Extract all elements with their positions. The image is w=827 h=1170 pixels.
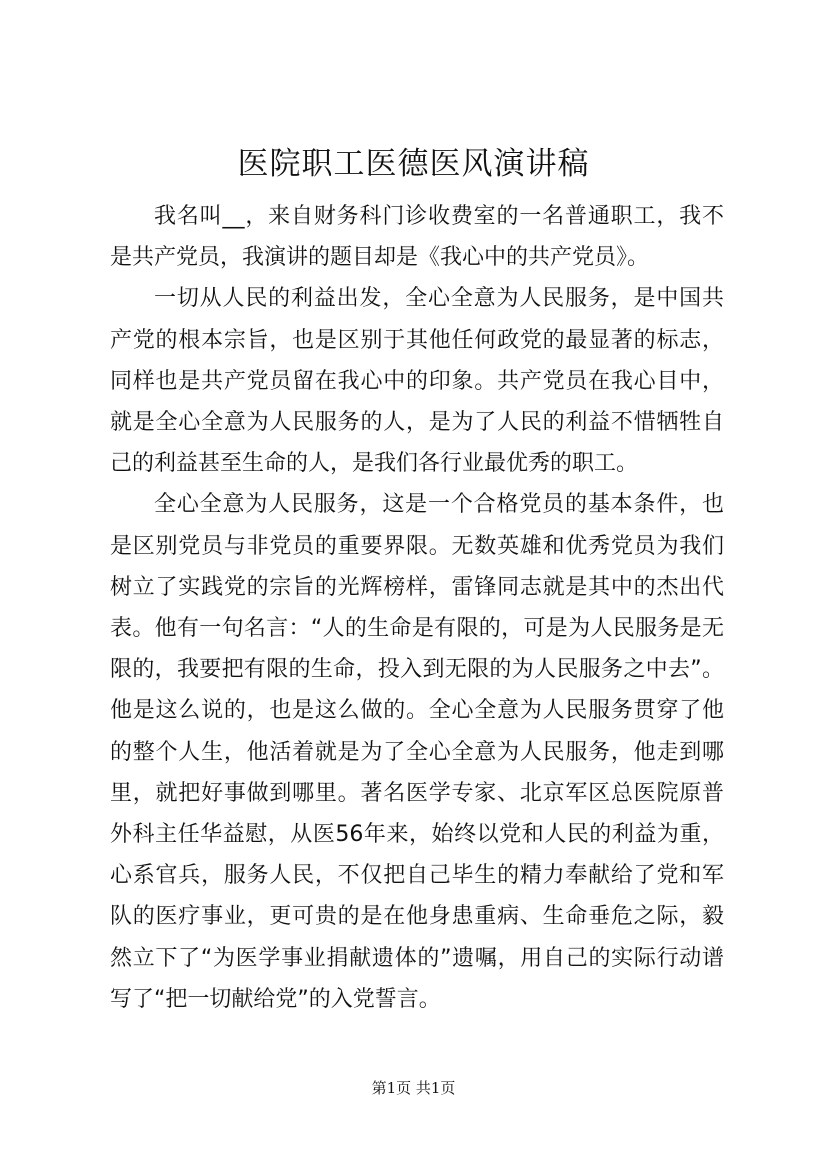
page-footer: 第1页 共1页 <box>371 1079 456 1097</box>
document-body <box>110 196 724 1020</box>
document-title: 医院职工医德医风演讲稿 <box>237 146 590 182</box>
paragraph-2: 一切从人民的利益出发，全心全意为人民服务，是中国共产党的根本宗旨，也是区别于其他任何政党的最显著的标志，同样也是共产党员留在我心中的印象。共产党员在我心目中，就是全心全意为人民服务的人，是为了人民的利益不惜牺牲自己的利益甚至生命的人，是我们各行业最优秀的职工。 <box>110 286 724 477</box>
paragraph-3: 全心全意为人民服务，这是一个合格党员的基本条件，也是区别党员与非党员的重要界限。无数英雄和优秀党员为我们树立了实践党的宗旨的光辉榜样，雷锋同志就是其中的杰出代表。他有一句名言：“人的生命是有限的，可是为人民服务是无限的，我要把有限的生命，投入到无限的为人民服务之中去”。他是这么说的，也是这么做的。全心全意为人民服务贯穿了他的整个人生，他活着就是为了全心全意为人民服务，他走到哪里，就把好事做到哪里。著名医学专家、北京军区总医院原普外科主任华益慰，从医56年来，始终以党和人民的利益为重，心系官兵，服务人民，不仅把自己毕生的精力奉献给了党和军队的医疗事业，更可贵的是在他身患重病、生命垂危之际，毅然立下了“为医学事业捐献遗体的”遗嘱，用自己的实际行动谱写了“把一切献给党”的入党誓言。 <box>110 492 724 1012</box>
paragraph-1: 我名叫__，来自财务科门诊收费室的一名普通职工，我不是共产党员，我演讲的题目却是《我心中的共产党员》。 <box>110 204 724 271</box>
